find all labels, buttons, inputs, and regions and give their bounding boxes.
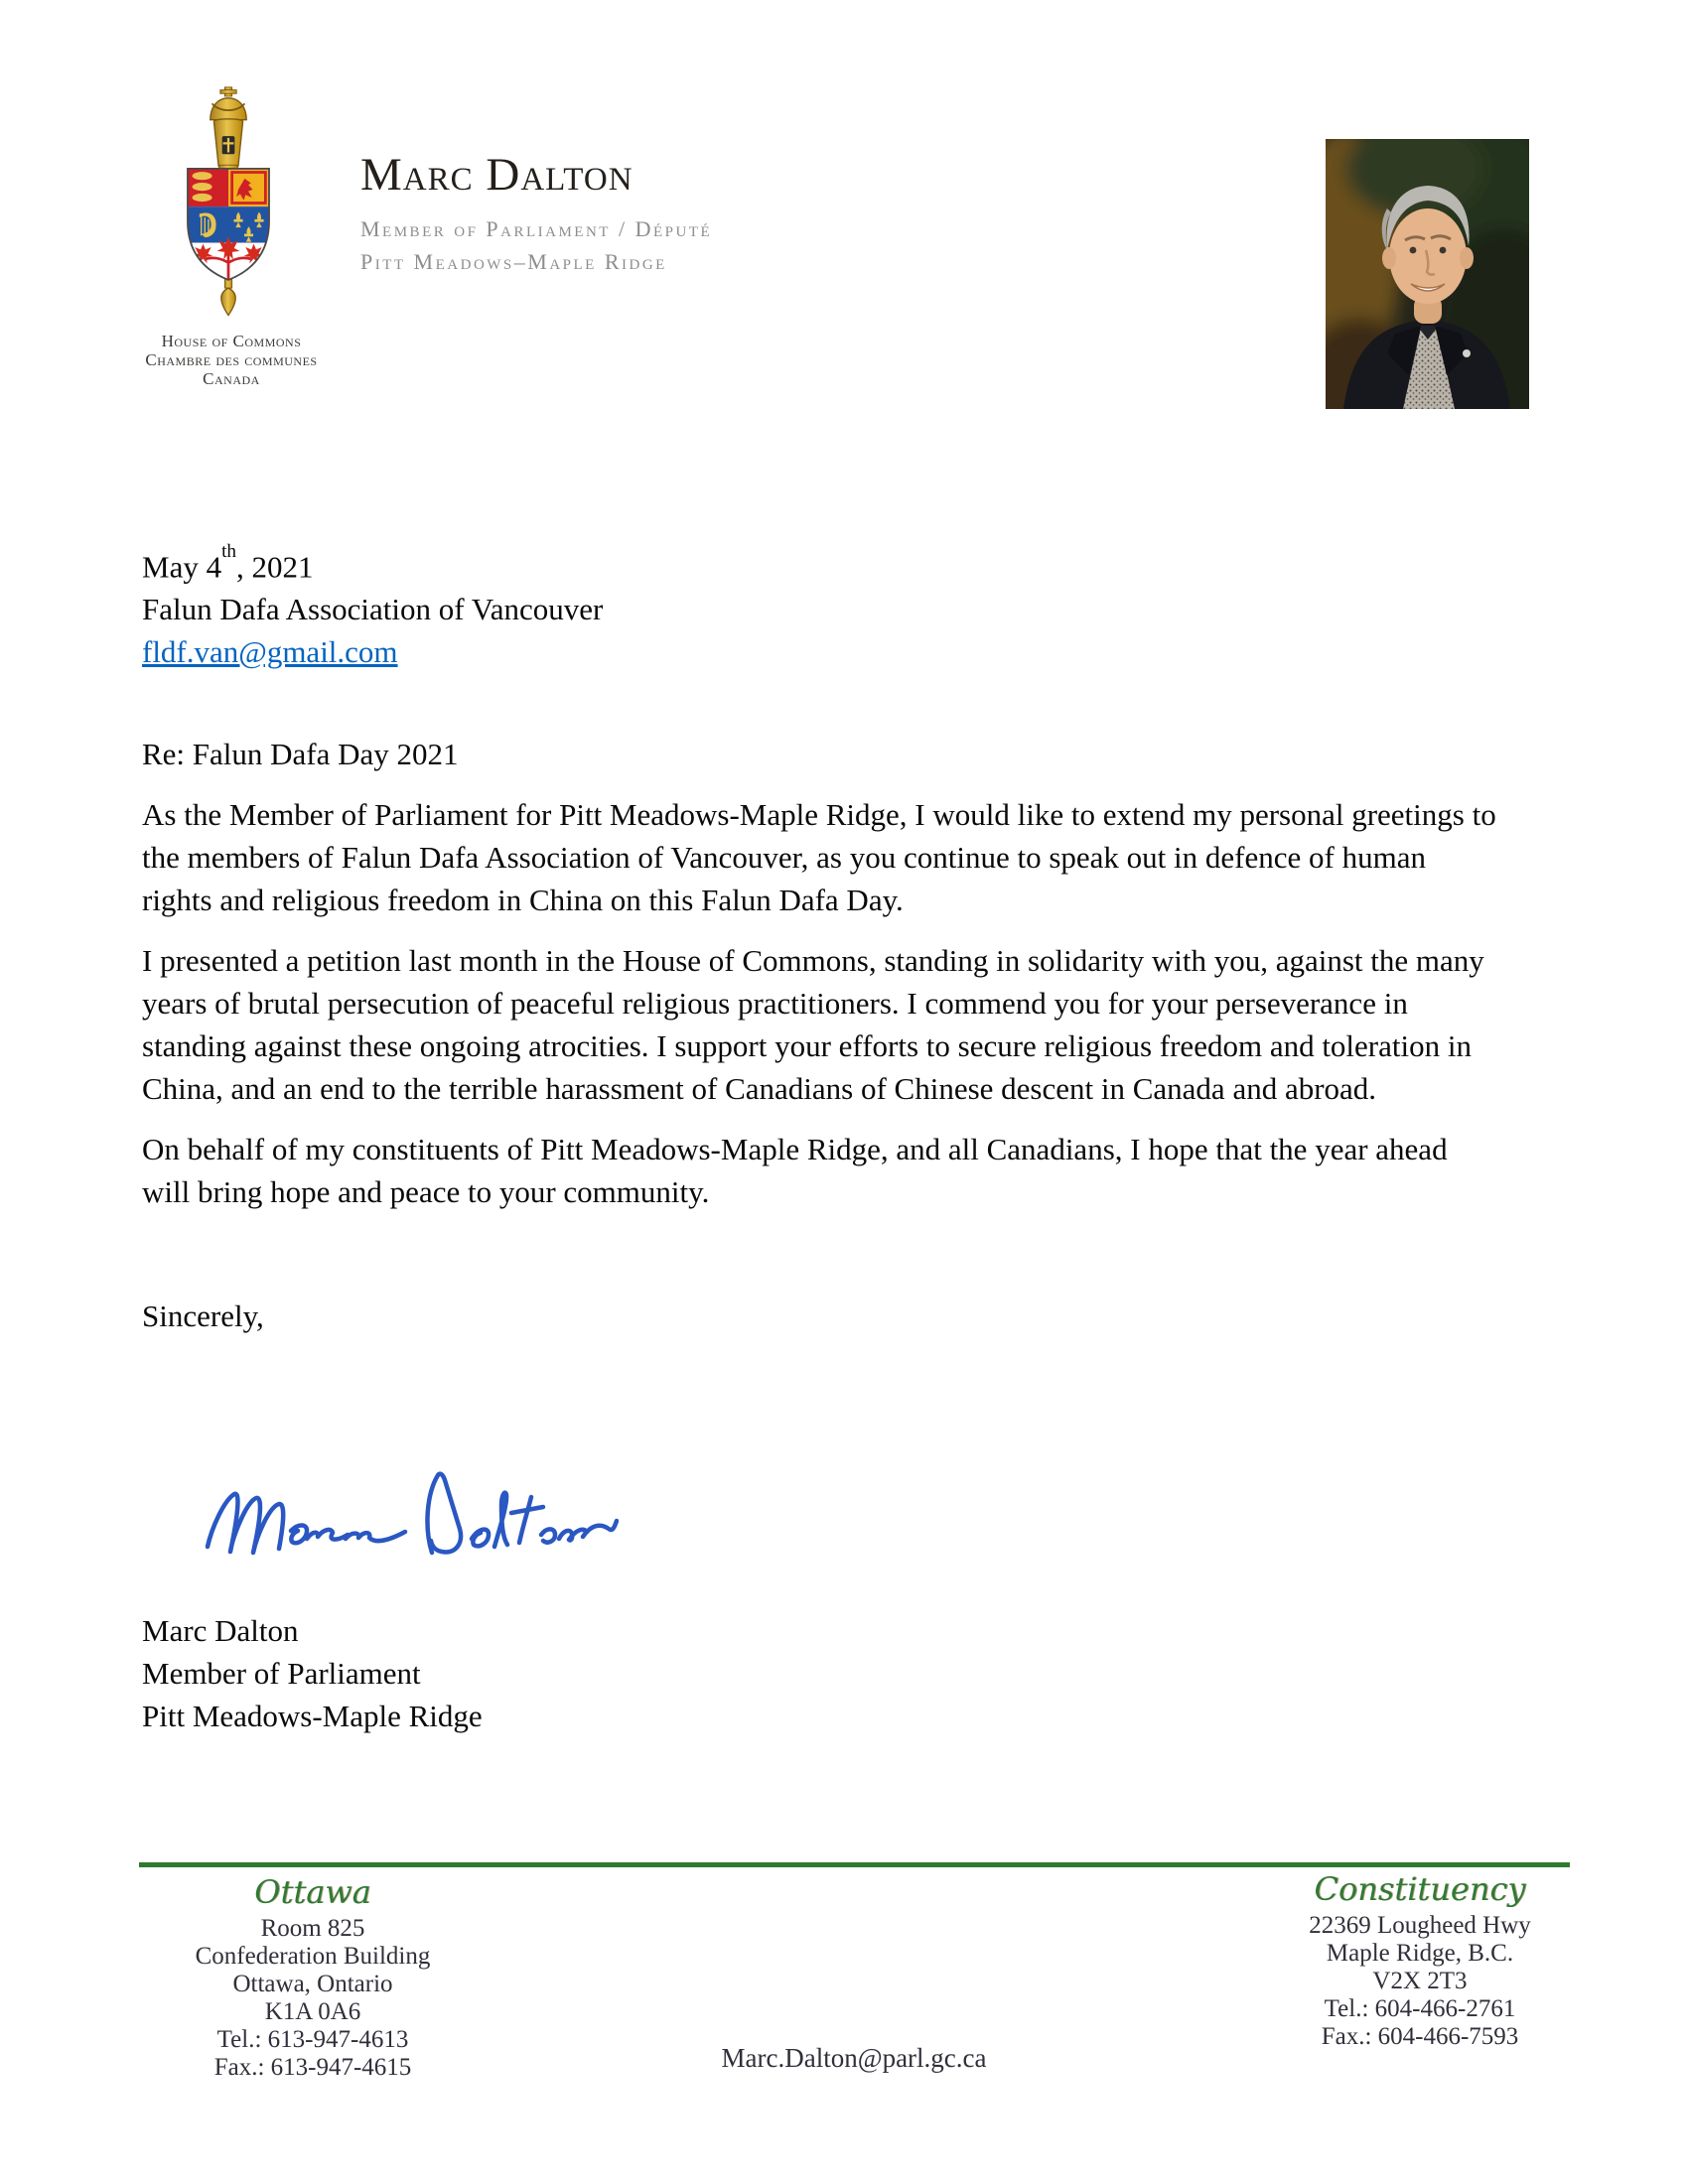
paragraph-3: On behalf of my constituents of Pitt Meadows-Maple Ridge, and all Canadians, I hope that the year ahead will bring hope and peace to your community. xyxy=(142,1132,1448,1210)
constituency-line-street: 22369 Lougheed Hwy xyxy=(1309,1912,1531,1939)
constituency-line-tel: Tel.: 604-466-2761 xyxy=(1324,1995,1516,2022)
ottawa-line-postal: K1A 0A6 xyxy=(264,1998,361,2025)
subject-line: Re: Falun Dafa Day 2021 xyxy=(142,737,459,772)
signoff-block xyxy=(142,1609,483,1737)
paragraph-2: I presented a petition last month in the House of Commons, standing in solidarity with you, against the many years of brutal persecution of peaceful religious practitioners. I commend you for your perseverance in standing against these ongoing atrocities. I support your efforts to secure religious freedom and toleration in China, and an end to the terrible harassment of Canadians of Chinese descent in Canada and abroad. xyxy=(142,943,1484,1107)
ottawa-line-building: Confederation Building xyxy=(195,1943,431,1970)
footer-divider xyxy=(139,1862,1570,1867)
footer-constituency-heading: Constituency xyxy=(1314,1870,1526,1908)
letter-content xyxy=(142,539,1497,1337)
crest-caption xyxy=(87,332,375,388)
crest-caption-fr: Chambre des communes xyxy=(145,350,318,369)
footer-email: Marc.Dalton@parl.gc.ca xyxy=(721,2043,987,2073)
letterhead-name-block xyxy=(360,149,712,278)
date-ordinal: th xyxy=(221,541,237,563)
constituency-line-fax: Fax.: 604-466-7593 xyxy=(1321,2023,1519,2050)
recipient-name: Falun Dafa Association of Vancouver xyxy=(142,592,604,627)
footer-constituency-address xyxy=(1251,1871,1589,2051)
recipient-email-link[interactable]: fldf.van@gmail.com xyxy=(142,634,398,670)
house-of-commons-crest-icon xyxy=(147,85,310,321)
closing-salutation: Sincerely, xyxy=(142,1298,264,1334)
footer-ottawa-heading: Ottawa xyxy=(254,1873,371,1911)
mp-name: Marc Dalton xyxy=(360,149,633,201)
signoff-title: Member of Parliament xyxy=(142,1656,421,1691)
paragraph-1: As the Member of Parliament for Pitt Meadows-Maple Ridge, I would like to extend my personal greetings to the members of Falun Dafa Association of Vancouver, as you continue to speak out in defence of human rights and religious freedom in China on this Falun Dafa Day. xyxy=(142,797,1496,918)
ottawa-line-tel: Tel.: 613-947-4613 xyxy=(216,2026,409,2053)
ottawa-line-room: Room 825 xyxy=(260,1915,365,1942)
crest-caption-country: Canada xyxy=(203,369,260,388)
mp-portrait-photo xyxy=(1326,139,1529,409)
recipient-email-line xyxy=(142,630,1497,673)
letter-date: May 4th, 2021 xyxy=(142,541,314,585)
constituency-line-postal: V2X 2T3 xyxy=(1372,1968,1468,1994)
signoff-riding: Pitt Meadows-Maple Ridge xyxy=(142,1699,483,1733)
signoff-name: Marc Dalton xyxy=(142,1613,299,1648)
signature-marc-dalton xyxy=(202,1467,619,1576)
mp-riding: Pitt Meadows–Maple Ridge xyxy=(360,249,667,274)
constituency-line-city: Maple Ridge, B.C. xyxy=(1326,1940,1514,1967)
royal-arms-shield-icon xyxy=(188,169,269,284)
mp-title: Member of Parliament / Député xyxy=(360,216,713,241)
crest-caption-en: House of Commons xyxy=(161,332,302,350)
footer-ottawa-address xyxy=(144,1874,482,2082)
ottawa-line-city: Ottawa, Ontario xyxy=(232,1971,393,1997)
ottawa-line-fax: Fax.: 613-947-4615 xyxy=(213,2054,412,2081)
